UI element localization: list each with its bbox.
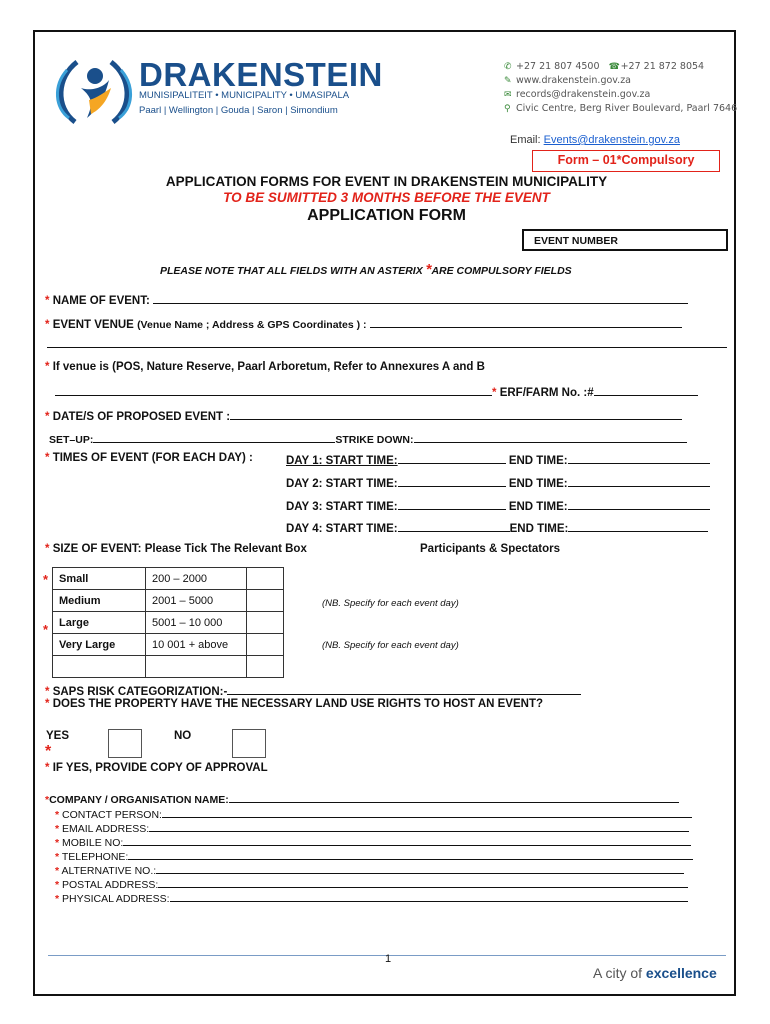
saps-row (45, 683, 581, 698)
company-input[interactable] (229, 791, 679, 803)
day-4-row (286, 520, 708, 535)
yes-checkbox[interactable] (108, 729, 142, 758)
required-asterisk: * (45, 452, 50, 464)
phone-number: +27 21 807 4500 (516, 61, 600, 72)
day-2-end-input[interactable] (568, 475, 710, 487)
brand-name: DRAKENSTEIN (139, 56, 383, 93)
brand-towns: Paarl | Wellington | Gouda | Saron | Simondium (139, 105, 338, 116)
day-2-row (286, 475, 710, 490)
size-range-cell: 2001 – 5000 (146, 590, 247, 612)
form-badge: Form – 01*Compulsory (532, 150, 720, 172)
size-table (52, 567, 284, 678)
physical-address-label: PHYSICAL ADDRESS: (62, 893, 170, 905)
telephone-row (55, 848, 693, 863)
approval-label: IF YES, PROVIDE COPY OF APPROVAL (52, 762, 268, 774)
size-range-cell: 200 – 2000 (146, 568, 247, 590)
tagline-emphasis: excellence (645, 965, 717, 981)
events-email-link[interactable]: Events@drakenstein.gov.za (543, 134, 680, 146)
required-asterisk: * (55, 865, 60, 877)
required-asterisk: * (492, 387, 497, 399)
required-asterisk: * (55, 837, 60, 849)
table-row (53, 590, 284, 612)
events-email-row (510, 134, 680, 146)
required-asterisk: * (45, 762, 50, 774)
times-label-row (45, 452, 253, 464)
day-3-end-label: END TIME: (508, 501, 568, 513)
erf-row (55, 384, 698, 399)
day-3-start-input[interactable] (398, 498, 506, 510)
setup-strike-row (49, 431, 687, 446)
size-range-cell: 5001 – 10 000 (146, 612, 247, 634)
size-label: SIZE OF EVENT: Please Tick The Relevant Box (52, 543, 307, 555)
table-row (53, 656, 284, 678)
postal-address-input[interactable] (158, 876, 688, 888)
mobile-row (55, 834, 691, 849)
no-label: NO (174, 730, 192, 742)
day-1-start-label: DAY 1: START TIME: (286, 455, 398, 467)
day-4-start-input[interactable] (398, 520, 510, 532)
size-empty-cell (146, 656, 247, 678)
venue-input-line-2[interactable] (47, 347, 727, 348)
telephone-input[interactable] (128, 848, 693, 860)
alternative-input[interactable] (156, 862, 684, 874)
size-row (45, 543, 307, 555)
required-asterisk: * (55, 809, 60, 821)
contact-person-input[interactable] (162, 806, 692, 818)
erf-label: ERF/FARM No. :# (499, 387, 594, 399)
contact-person-row (55, 806, 692, 821)
participants-label: Participants & Spectators (420, 543, 560, 555)
size-label-cell: Small (53, 568, 146, 590)
required-asterisk: * (45, 743, 52, 760)
erf-input[interactable] (594, 384, 698, 396)
required-asterisk: * (45, 361, 50, 373)
envelope-icon: ✉ (504, 90, 512, 100)
saps-input[interactable] (227, 683, 581, 695)
day-2-start-label: DAY 2: START TIME: (286, 478, 398, 490)
required-asterisk: * (45, 295, 50, 307)
size-tick-box[interactable] (247, 656, 284, 678)
size-label-cell: Medium (53, 590, 146, 612)
no-checkbox[interactable] (232, 729, 266, 758)
day-1-end-input[interactable] (568, 452, 710, 464)
deadline-note: TO BE SUMITTED 3 MONTHS BEFORE THE EVENT (223, 190, 550, 205)
required-asterisk: * (55, 893, 60, 905)
strike-down-label: STRIKE DOWN: (335, 434, 414, 446)
contact-person-label: CONTACT PERSON: (62, 809, 162, 821)
contact-email-row (504, 89, 650, 100)
land-use-row (45, 698, 543, 710)
email-row (55, 820, 689, 835)
venue-if-row (45, 361, 485, 373)
day-4-end-label: END TIME: (509, 523, 569, 535)
required-asterisk: * (45, 411, 50, 423)
size-range-cell: 10 001 + above (146, 634, 247, 656)
required-asterisk: * (45, 543, 50, 555)
dates-input[interactable] (230, 408, 682, 420)
required-asterisk: * (43, 622, 49, 637)
day-1-end-label: END TIME: (508, 455, 568, 467)
saps-label: SAPS RISK CATEGORIZATION:- (52, 686, 228, 698)
day-2-start-input[interactable] (398, 475, 506, 487)
venue-input[interactable] (370, 316, 682, 328)
day-3-row (286, 498, 710, 513)
dates-label: DATE/S OF PROPOSED EVENT : (52, 411, 231, 423)
records-email-text: records@drakenstein.gov.za (516, 89, 651, 100)
day-4-start-label: DAY 4: START TIME: (286, 523, 398, 535)
address-text: Civic Centre, Berg River Boulevard, Paarl 7646 (516, 103, 738, 114)
size-label-cell: Large (53, 612, 146, 634)
table-row (53, 612, 284, 634)
table-row (53, 634, 284, 656)
required-asterisk: * (45, 686, 50, 698)
compulsory-note (160, 261, 572, 278)
postal-row (55, 876, 688, 891)
email-address-label: EMAIL ADDRESS: (62, 823, 150, 835)
strike-down-input[interactable] (414, 431, 687, 443)
day-2-end-label: END TIME: (508, 478, 568, 490)
setup-label: SET–UP: (49, 434, 94, 446)
required-asterisk: * (45, 698, 50, 710)
required-asterisk: * (43, 572, 49, 587)
dates-row (45, 408, 682, 423)
size-tick-box[interactable] (247, 612, 284, 634)
email-address-input[interactable] (149, 820, 689, 832)
physical-row (55, 890, 688, 905)
phone-icon: ✆ (504, 62, 512, 72)
venue-annex-input[interactable] (55, 384, 492, 396)
table-row (53, 568, 284, 590)
required-asterisk: * (55, 879, 60, 891)
form-page (33, 30, 736, 996)
name-of-event-row (45, 292, 688, 307)
event-number-box[interactable] (522, 229, 728, 251)
nb-note-2: (NB. Specify for each event day) (322, 640, 459, 651)
page-number: 1 (385, 953, 392, 965)
company-row (45, 791, 679, 806)
venue-row (45, 316, 682, 331)
telephone-label: TELEPHONE: (61, 851, 129, 863)
fax-icon: ☎ (608, 62, 620, 72)
alternative-label: ALTERNATIVE NO.: (61, 865, 157, 877)
venue-if-text: If venue is (POS, Nature Reserve, Paarl Arboretum, Refer to Annexures A and B (52, 361, 485, 373)
name-of-event-input[interactable] (153, 292, 688, 304)
email-label: Email: (510, 134, 541, 146)
times-label: TIMES OF EVENT (FOR EACH DAY) : (52, 452, 253, 464)
event-number-label: EVENT NUMBER (534, 235, 619, 247)
contact-phones (504, 61, 704, 72)
size-tick-box[interactable] (247, 568, 284, 590)
brand-subtitle: MUNISIPALITEIT • MUNICIPALITY • UMASIPALA (139, 90, 350, 101)
yes-label: YES (46, 730, 70, 742)
contact-web-row (504, 75, 631, 86)
size-label-cell: Very Large (53, 634, 146, 656)
website-text: www.drakenstein.gov.za (516, 75, 631, 86)
approval-row (45, 762, 268, 774)
venue-label: EVENT VENUE (52, 319, 134, 331)
size-empty-cell (53, 656, 146, 678)
application-form-title: APPLICATION FORM (307, 207, 466, 224)
footer-tagline (593, 965, 717, 981)
note-asterisk: * (425, 261, 432, 278)
drakenstein-logo-icon (49, 52, 139, 130)
name-of-event-label: NAME OF EVENT: (52, 295, 150, 307)
globe-icon: ✎ (504, 76, 512, 86)
company-label: COMPANY / ORGANISATION NAME: (49, 794, 229, 806)
size-tick-box[interactable] (247, 634, 284, 656)
venue-hint: (Venue Name ; Address & GPS Coordinates ) : (137, 319, 367, 331)
required-asterisk: * (45, 319, 50, 331)
required-asterisk: * (55, 823, 60, 835)
day-3-start-label: DAY 3: START TIME: (286, 501, 398, 513)
note-text-before: PLEASE NOTE THAT ALL FIELDS WITH AN ASTERIX (160, 265, 426, 277)
location-pin-icon: ⚲ (504, 104, 511, 114)
tagline-prefix: A city of (593, 965, 646, 981)
day-1-row (286, 452, 710, 467)
contact-address-row (504, 103, 737, 114)
main-title: APPLICATION FORMS FOR EVENT IN DRAKENSTEIN MUNICIPALITY (165, 174, 608, 189)
postal-address-label: POSTAL ADDRESS: (62, 879, 159, 891)
alternative-row (55, 862, 684, 877)
required-asterisk: * (45, 794, 50, 806)
note-text-after: ARE COMPULSORY FIELDS (431, 265, 572, 277)
physical-address-input[interactable] (170, 890, 688, 902)
day-3-end-input[interactable] (568, 498, 710, 510)
size-tick-box[interactable] (247, 590, 284, 612)
day-1-start-input[interactable] (398, 452, 506, 464)
mobile-label: MOBILE NO: (62, 837, 124, 849)
nb-note-1: (NB. Specify for each event day) (322, 598, 459, 609)
land-use-label: DOES THE PROPERTY HAVE THE NECESSARY LAND USE RIGHTS TO HOST AN EVENT? (52, 698, 543, 710)
mobile-input[interactable] (123, 834, 691, 846)
day-4-end-input[interactable] (568, 520, 708, 532)
setup-input[interactable] (93, 431, 335, 443)
required-asterisk: * (55, 851, 60, 863)
fax-number: +27 21 872 8054 (620, 61, 705, 72)
